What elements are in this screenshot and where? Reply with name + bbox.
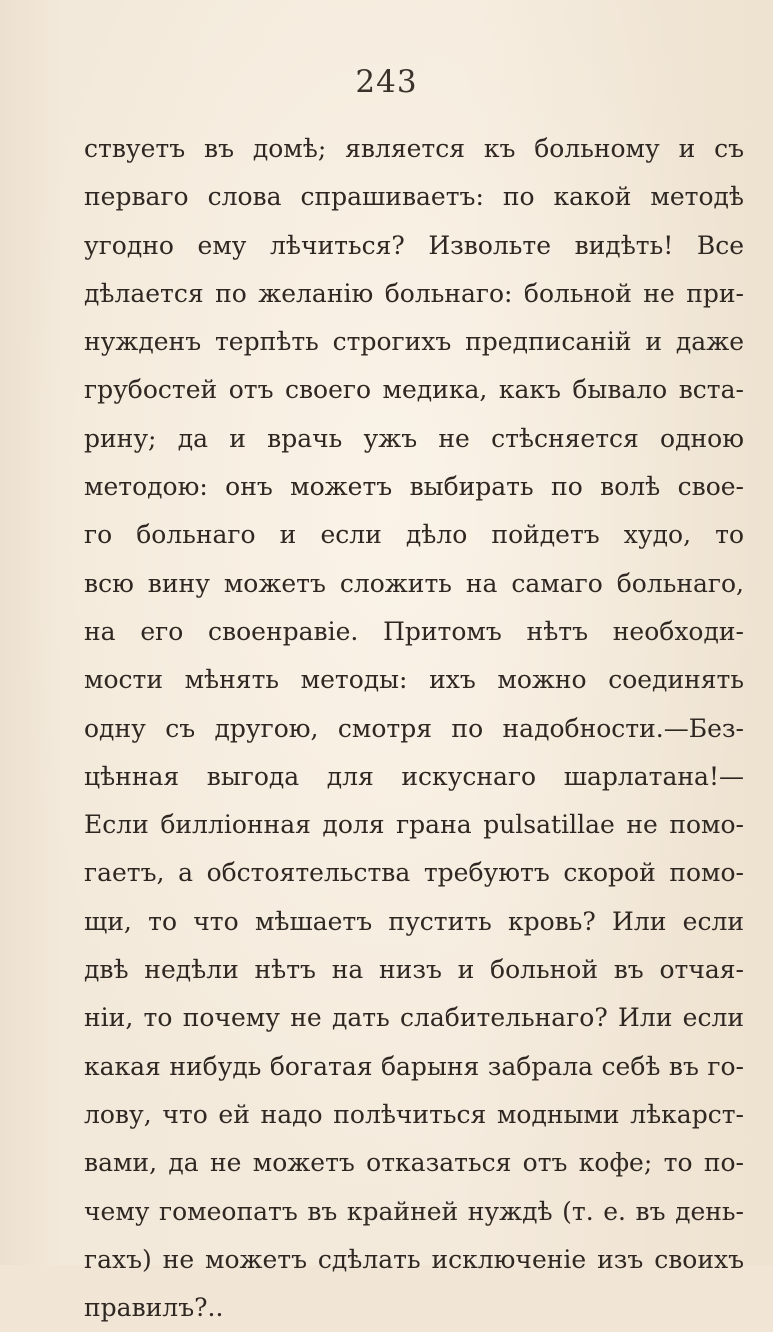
- text-line: гахъ) не можетъ сдѣлать исключеніе изъ своихъ: [84, 1244, 744, 1274]
- text-line: ствуетъ въ домѣ; является къ больному и съ: [84, 134, 744, 163]
- page-number: 243: [355, 64, 418, 100]
- text-line: ніи, то почему не дать слабительнаго? Или если: [84, 1003, 744, 1033]
- text-line: Если билліонная доля грана pulsatillae не помо-: [84, 810, 744, 840]
- text-line: вами, да не можетъ отказаться отъ кофе; то по-: [84, 1148, 744, 1178]
- text-line: одну съ другою, смотря по надобности.—Без-: [84, 713, 744, 743]
- text-line: щи, то что мѣшаетъ пустить кровь? Или если: [84, 906, 744, 936]
- text-line: на его своенравіе. Притомъ нѣтъ необходи-: [84, 616, 744, 646]
- text-line: всю вину можетъ сложить на самаго больнаго,: [84, 568, 744, 598]
- text-line: грубостей отъ своего медика, какъ бывало вста-: [84, 375, 744, 405]
- text-line: гаетъ, а обстоятельства требуютъ скорой помо-: [84, 858, 744, 888]
- text-line-last: правилъ?..: [84, 1293, 224, 1323]
- body-text: [84, 125, 744, 1332]
- text-line: двѣ недѣли нѣтъ на низъ и больной въ отчая-: [84, 955, 744, 985]
- text-line: дѣлается по желанію больнаго: больной не при-: [84, 278, 744, 308]
- text-line: мости мѣнять методы: ихъ можно соединять: [84, 665, 744, 695]
- text-line: го больнаго и если дѣло пойдетъ худо, то: [84, 520, 744, 550]
- text-line: перваго слова спрашиваетъ: по какой методѣ: [84, 182, 744, 212]
- text-line: какая нибудь богатая барыня забрала себѣ въ го-: [84, 1051, 744, 1081]
- text-line: методою: онъ можетъ выбирать по волѣ свое-: [84, 472, 744, 502]
- text-line: цѣнная выгода для искуснаго шарлатана!—: [84, 761, 744, 791]
- text-line: чему гомеопатъ въ крайней нуждѣ (т. е. въ день-: [84, 1196, 744, 1226]
- text-line: нужденъ терпѣть строгихъ предписаній и даже: [84, 327, 744, 357]
- text-line: рину; да и врачь ужъ не стѣсняется одною: [84, 423, 744, 453]
- text-line: лову, что ей надо полѣчиться модными лѣкарст-: [84, 1099, 744, 1129]
- text-line: угодно ему лѣчиться? Извольте видѣть! Все: [84, 230, 744, 260]
